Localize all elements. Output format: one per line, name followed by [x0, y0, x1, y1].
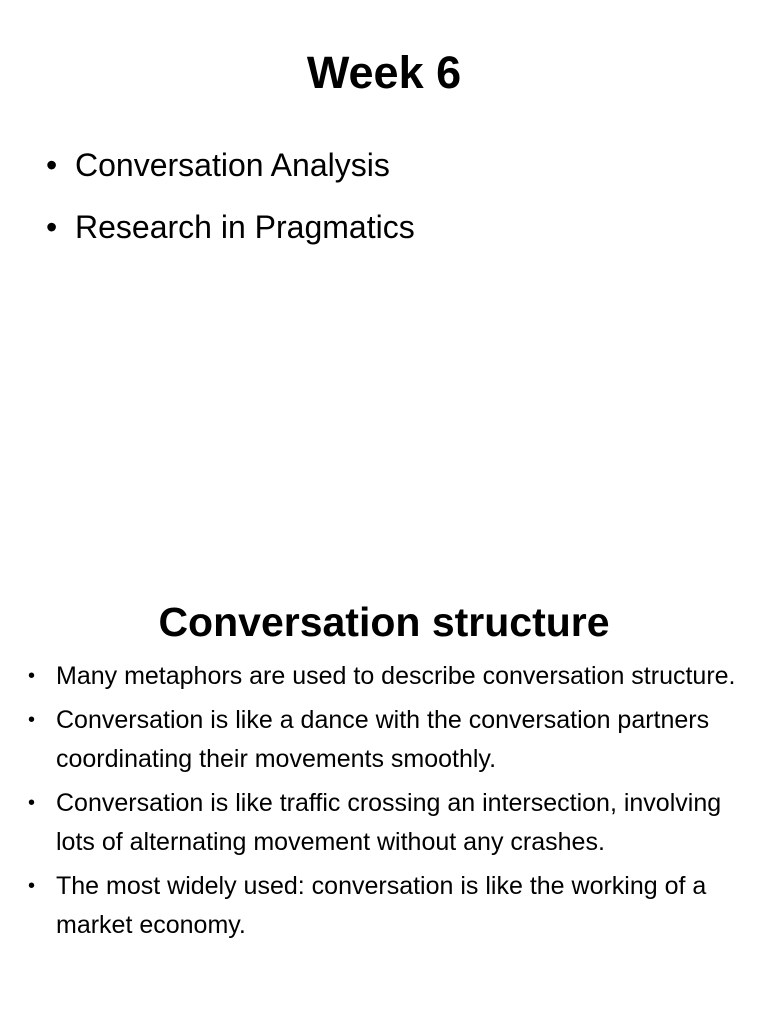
bullet-marker: • — [28, 665, 36, 687]
bullet-list — [28, 657, 738, 950]
bullet-text: Conversation Analysis — [75, 147, 390, 183]
bullet-text: Research in Pragmatics — [75, 209, 415, 245]
bullet-marker: • — [46, 147, 58, 183]
bullet-item — [28, 867, 738, 945]
bullet-marker: • — [28, 709, 36, 731]
bullet-text: Many metaphors are used to describe conversation structure. — [56, 662, 736, 690]
bullet-text: Conversation is like a dance with the conversation partners coordinating their movements smoothly. — [56, 706, 710, 773]
bullet-text: Conversation is like traffic crossing an intersection, involving lots of alternating movement without any crashes. — [56, 789, 722, 856]
bullet-item — [46, 143, 736, 187]
bullet-item — [28, 701, 738, 779]
bullet-marker: • — [46, 209, 58, 245]
slide-title: Week 6 — [306, 47, 462, 98]
slide-conversation-structure — [0, 560, 768, 1024]
bullet-marker: • — [28, 875, 36, 897]
bullet-item — [28, 784, 738, 862]
bullet-item — [46, 205, 736, 249]
slide-title: Conversation structure — [158, 599, 610, 645]
bullet-text: The most widely used: conversation is like the working of a market economy. — [56, 872, 707, 939]
bullet-list — [46, 143, 736, 267]
bullet-item — [28, 657, 738, 696]
bullet-marker: • — [28, 792, 36, 814]
